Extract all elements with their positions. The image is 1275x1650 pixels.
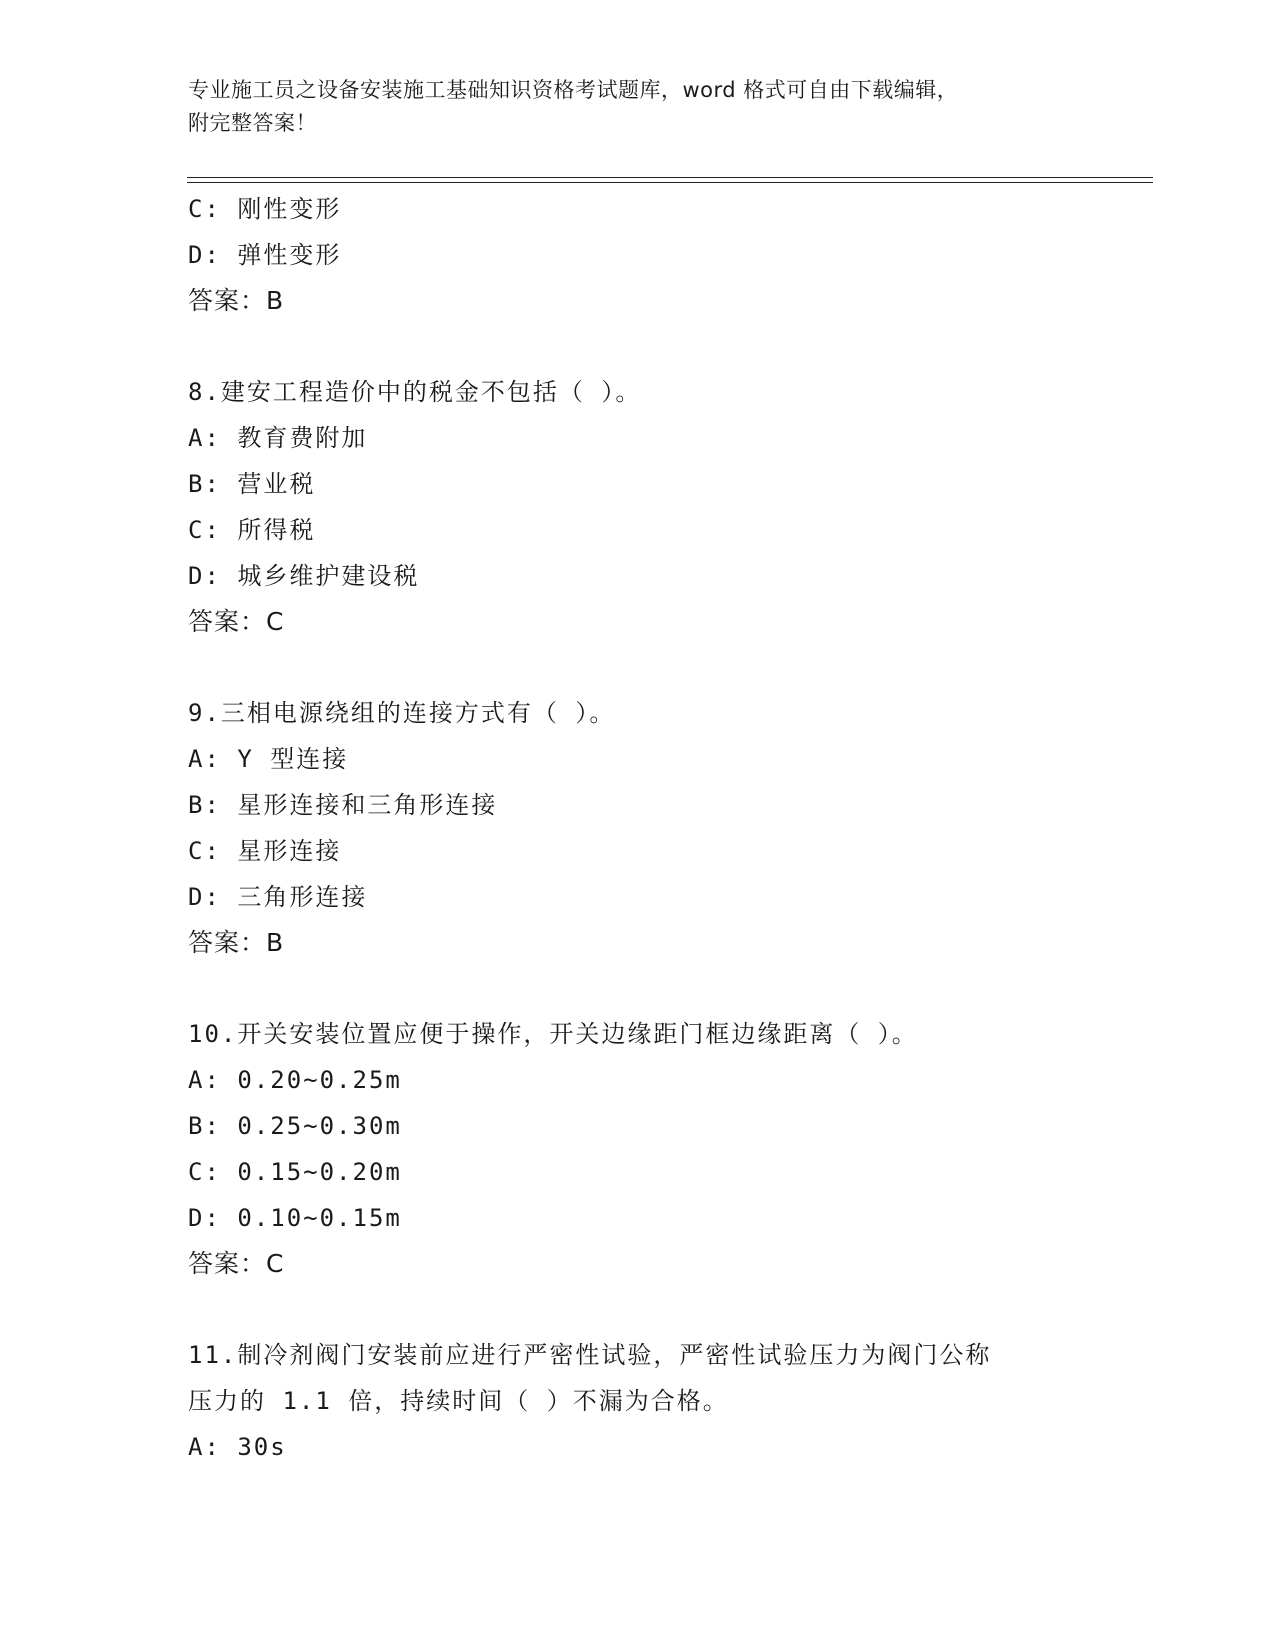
spacer bbox=[188, 966, 1088, 1011]
spacer bbox=[188, 645, 1088, 690]
option-a: A: 教育费附加 bbox=[188, 424, 368, 452]
question-stem-line-2: 压力的 1.1 倍，持续时间（ ）不漏为合格。 bbox=[188, 1387, 729, 1415]
page-header bbox=[188, 74, 1088, 140]
header-divider-bottom bbox=[187, 182, 1153, 183]
option-d: D: 三角形连接 bbox=[188, 883, 368, 911]
question-11 bbox=[188, 1332, 1088, 1470]
option-a: A: 0.20~0.25m bbox=[188, 1066, 402, 1094]
question-8 bbox=[188, 369, 1088, 645]
option-c: C: 刚性变形 bbox=[188, 195, 342, 223]
answer-line: 答案：B bbox=[188, 286, 285, 315]
question-10 bbox=[188, 1011, 1088, 1287]
answer-line: 答案：C bbox=[188, 607, 285, 636]
question-9 bbox=[188, 690, 1088, 966]
header-line-1: 专业施工员之设备安装施工基础知识资格考试题库，word 格式可自由下载编辑， bbox=[188, 78, 959, 102]
option-c: C: 星形连接 bbox=[188, 837, 342, 865]
option-c: C: 0.15~0.20m bbox=[188, 1158, 402, 1186]
answer-line: 答案：B bbox=[188, 928, 285, 957]
question-stem: 9.三相电源绕组的连接方式有（ ）。 bbox=[188, 699, 616, 727]
option-a: A: 30s bbox=[188, 1433, 287, 1461]
header-divider-top bbox=[187, 177, 1153, 178]
question-stem: 8.建安工程造价中的税金不包括（ ）。 bbox=[188, 378, 642, 406]
option-b: B: 营业税 bbox=[188, 470, 316, 498]
question-stem: 10.开关安装位置应便于操作，开关边缘距门框边缘距离（ ）。 bbox=[188, 1020, 918, 1048]
option-b: B: 0.25~0.30m bbox=[188, 1112, 402, 1140]
question-7-continuation bbox=[188, 186, 1088, 324]
spacer bbox=[188, 324, 1088, 369]
option-d: D: 弹性变形 bbox=[188, 241, 342, 269]
spacer bbox=[188, 1287, 1088, 1332]
option-a: A: Y 型连接 bbox=[188, 745, 349, 773]
option-d: D: 城乡维护建设税 bbox=[188, 562, 420, 590]
answer-line: 答案：C bbox=[188, 1249, 285, 1278]
header-line-2: 附完整答案！ bbox=[188, 111, 317, 135]
option-c: C: 所得税 bbox=[188, 516, 316, 544]
question-list bbox=[188, 186, 1088, 1470]
option-d: D: 0.10~0.15m bbox=[188, 1204, 402, 1232]
option-b: B: 星形连接和三角形连接 bbox=[188, 791, 498, 819]
question-stem-line-1: 11.制冷剂阀门安装前应进行严密性试验，严密性试验压力为阀门公称 bbox=[188, 1341, 992, 1369]
